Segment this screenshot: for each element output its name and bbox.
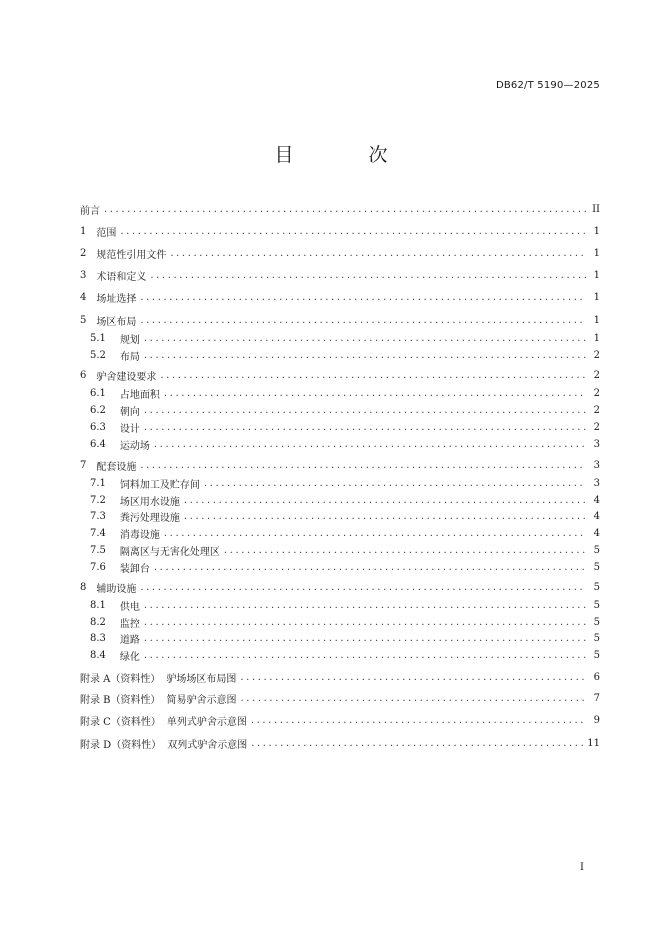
dot-leader — [184, 495, 586, 506]
dot-leader — [240, 672, 586, 683]
dot-leader — [150, 270, 586, 281]
dot-leader — [140, 460, 586, 471]
toc-entry-label: 场址选择 — [96, 293, 137, 305]
toc-entry-label: 场区布局 — [96, 316, 137, 328]
toc-entry[interactable] — [80, 311, 600, 329]
toc-entry-number: 8.3 — [90, 632, 106, 644]
toc-entry-number: 4 — [80, 291, 87, 303]
toc-entry-label: 单列式驴舍示意图 — [166, 716, 247, 728]
toc-entry-page: 4 — [593, 494, 600, 506]
dot-leader — [251, 715, 586, 726]
toc-entry-label: 双列式驴舍示意图 — [167, 739, 248, 751]
toc-entry[interactable] — [80, 668, 600, 686]
toc-entry-label: 设计 — [119, 423, 140, 435]
toc-entry-page: 7 — [593, 692, 600, 704]
toc-entry-number: 1 — [80, 225, 87, 237]
toc-entry-number: 附录 D（资料性） — [80, 739, 162, 751]
dot-leader — [144, 617, 586, 628]
dot-leader — [160, 370, 586, 381]
dot-leader — [154, 439, 586, 450]
toc-entry-page: 4 — [593, 510, 600, 522]
toc-entry-number: 7.1 — [90, 477, 106, 489]
page-title: 目 次 — [274, 144, 416, 166]
toc-entry-label: 绿化 — [119, 651, 140, 663]
toc-entry[interactable] — [80, 222, 600, 240]
toc-entry-label: 运动场 — [119, 440, 150, 452]
toc-entry-label: 驴舍建设要求 — [96, 371, 157, 383]
toc-entry-number: 7.2 — [90, 494, 106, 506]
toc-entry-page: 5 — [593, 561, 600, 573]
toc-entry-page: 3 — [593, 459, 600, 471]
toc-entry[interactable] — [80, 456, 600, 474]
dot-leader — [241, 693, 586, 704]
toc-entry-number: 6.4 — [90, 438, 106, 450]
toc-entry[interactable] — [80, 507, 600, 525]
dot-leader — [144, 633, 586, 644]
toc-entry-label: 道路 — [119, 634, 140, 646]
toc-entry-page: II — [592, 203, 600, 215]
toc-entry-number: 7.5 — [90, 544, 106, 556]
standard-code: DB62/T 5190—2025 — [495, 80, 600, 91]
toc-entry-number: 6.3 — [90, 421, 106, 433]
dot-leader — [120, 226, 586, 237]
dot-leader — [144, 405, 586, 416]
toc-entry[interactable] — [80, 366, 600, 384]
toc-entry[interactable] — [80, 200, 600, 218]
toc-entry-page: 1 — [593, 225, 600, 237]
toc-entry[interactable] — [80, 266, 600, 284]
toc-entry[interactable] — [80, 689, 600, 707]
dot-leader — [144, 650, 586, 661]
toc-entry-label: 前言 — [80, 205, 100, 217]
toc-entry-page: 3 — [593, 477, 600, 489]
toc-entry-number: 2 — [80, 247, 87, 259]
dot-leader — [224, 545, 586, 556]
toc-entry-number: 7.4 — [90, 527, 106, 539]
toc-entry-label: 术语和定义 — [96, 271, 147, 283]
toc-entry-label: 简易驴舍示意图 — [166, 694, 237, 706]
toc-entry-number: 8 — [80, 581, 87, 593]
toc-entry-number: 附录 C（资料性） — [80, 716, 161, 728]
toc-entry[interactable] — [80, 346, 600, 364]
toc-entry[interactable] — [80, 435, 600, 453]
toc-entry-label: 规划 — [119, 334, 140, 346]
toc-entry-page: 5 — [593, 616, 600, 628]
toc-entry-page: 5 — [593, 581, 600, 593]
toc-entry-page: 1 — [593, 332, 600, 344]
toc-entry-label: 规范性引用文件 — [96, 249, 167, 261]
toc-entry-number: 7.6 — [90, 561, 106, 573]
toc-entry-page: 1 — [593, 291, 600, 303]
toc-entry-page: 5 — [593, 649, 600, 661]
toc-entry-number: 6.2 — [90, 404, 106, 416]
toc-entry-page: 11 — [587, 737, 600, 749]
toc-entry-label: 占地面积 — [119, 389, 160, 401]
dot-leader — [104, 204, 586, 215]
dot-leader — [204, 478, 586, 489]
toc-entry[interactable] — [80, 401, 600, 419]
toc-entry-page: 5 — [593, 599, 600, 611]
toc-entry-number: 5.1 — [90, 332, 106, 344]
toc-entry-number: 6.1 — [90, 387, 106, 399]
dot-leader — [164, 388, 586, 399]
toc-entry-label: 朝向 — [119, 406, 140, 418]
toc-entry-label: 监控 — [119, 618, 140, 630]
toc-entry-page: 1 — [593, 269, 600, 281]
toc-entry[interactable] — [80, 646, 600, 664]
dot-leader — [184, 511, 586, 522]
toc-entry-page: 4 — [593, 527, 600, 539]
dot-leader — [144, 600, 586, 611]
toc-entry[interactable] — [80, 524, 600, 542]
toc-entry-number: 7.3 — [90, 510, 106, 522]
dot-leader — [170, 248, 586, 259]
toc-entry-number: 5.2 — [90, 349, 106, 361]
toc-entry[interactable] — [80, 578, 600, 596]
toc-entry[interactable] — [80, 629, 600, 647]
toc-entry-number: 附录 A（资料性） — [80, 673, 161, 685]
toc-entry[interactable] — [80, 558, 600, 576]
toc-entry-page: 2 — [593, 369, 600, 381]
toc-entry-page: 3 — [593, 438, 600, 450]
toc-entry-label: 供电 — [119, 601, 140, 613]
toc-entry[interactable] — [80, 734, 600, 752]
toc-entry-page: 5 — [593, 544, 600, 556]
toc-entry[interactable] — [80, 384, 600, 402]
dot-leader — [144, 422, 586, 433]
dot-leader — [140, 292, 586, 303]
toc-entry-label: 装卸台 — [119, 563, 150, 575]
dot-leader — [144, 350, 586, 361]
toc-entry-page: 2 — [593, 404, 600, 416]
toc-entry-number: 6 — [80, 369, 87, 381]
toc-entry-label: 粪污处理设施 — [119, 512, 180, 524]
toc-entry-number: 附录 B（资料性） — [80, 694, 161, 706]
toc-entry-label: 范围 — [96, 227, 117, 239]
dot-leader — [140, 315, 586, 326]
toc-entry-label: 场区用水设施 — [119, 496, 180, 508]
toc-entry-page: 1 — [593, 314, 600, 326]
toc-entry[interactable] — [80, 596, 600, 614]
toc-entry-page: 2 — [593, 349, 600, 361]
toc-entry-page: 2 — [593, 421, 600, 433]
toc-entry-number: 8.1 — [90, 599, 106, 611]
dot-leader — [154, 562, 586, 573]
toc-entry[interactable] — [80, 418, 600, 436]
toc-entry-label: 饲料加工及贮存间 — [119, 479, 200, 491]
toc-entry-label: 驴场场区布局图 — [166, 673, 237, 685]
toc-entry-number: 8.2 — [90, 616, 106, 628]
toc-entry[interactable] — [80, 711, 600, 729]
dot-leader — [164, 528, 586, 539]
toc-entry-label: 布局 — [119, 351, 140, 363]
toc-entry[interactable] — [80, 329, 600, 347]
toc-entry-page: 9 — [593, 714, 600, 726]
toc-entry[interactable] — [80, 288, 600, 306]
toc-entry-page: 2 — [593, 387, 600, 399]
toc-entry-page: 6 — [593, 671, 600, 683]
toc-entry[interactable] — [80, 244, 600, 262]
toc-entry-label: 辅助设施 — [96, 583, 137, 595]
dot-leader — [251, 738, 583, 749]
dot-leader — [140, 582, 586, 593]
toc-entry-page: 1 — [593, 247, 600, 259]
toc-entry-number: 8.4 — [90, 649, 106, 661]
page-number: I — [580, 862, 584, 873]
toc-entry-number: 3 — [80, 269, 87, 281]
toc-entry-page: 5 — [593, 632, 600, 644]
toc-entry[interactable] — [80, 474, 600, 492]
toc-entry-number: 5 — [80, 314, 87, 326]
toc-entry-label: 消毒设施 — [119, 529, 160, 541]
toc-entry-number: 7 — [80, 459, 87, 471]
toc-entry[interactable] — [80, 541, 600, 559]
toc-entry-label: 配套设施 — [96, 461, 137, 473]
dot-leader — [144, 333, 586, 344]
toc-entry-label: 隔离区与无害化处理区 — [119, 546, 220, 558]
